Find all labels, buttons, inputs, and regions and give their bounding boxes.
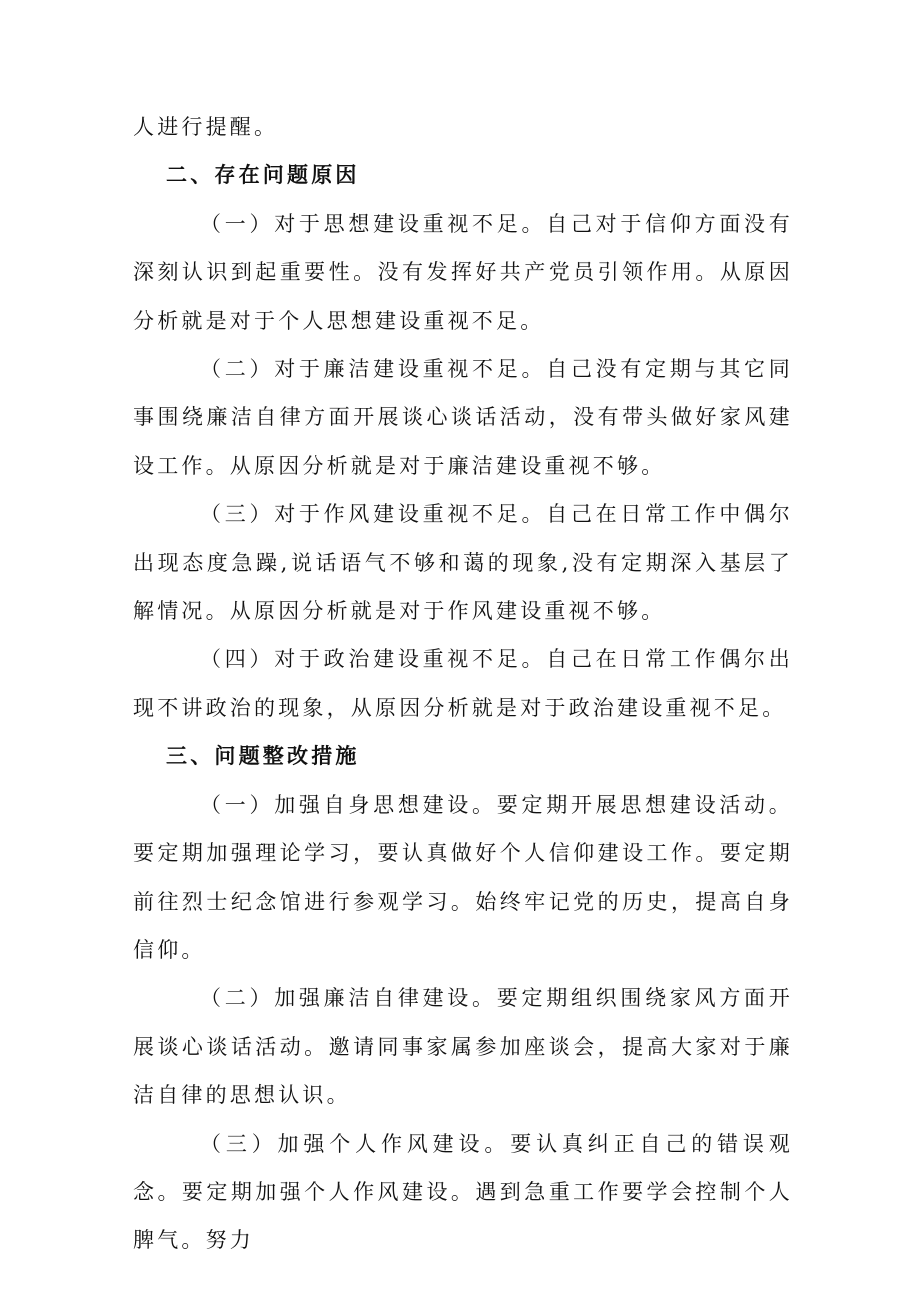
paragraph-measure-2: （二）加强廉洁自律建设。要定期组织围绕家风方面开展谈心谈话活动。邀请同事家属参加座谈会，提高大家对于廉洁自律的思想认识。 — [133, 986, 793, 1108]
paragraph-cause-2: （二）对于廉洁建设重视不足。自己没有定期与其它同事围绕廉洁自律方面开展谈心谈话活动，没有带头做好家风建设工作。从原因分析就是对于廉洁建设重视不够。 — [133, 357, 793, 478]
document-body — [133, 103, 793, 1265]
paragraph-measure-1: （一）加强自身思想建设。要定期开展思想建设活动。要定期加强理论学习，要认真做好个人信仰建设工作。要定期前往烈士纪念馆进行参观学习。始终牢记党的历史，提高自身信仰。 — [133, 792, 793, 962]
section-heading-causes: 二、存在问题原因 — [166, 163, 360, 188]
paragraph-measure-3: （三）加强个人作风建设。要认真纠正自己的错误观念。要定期加强个人作风建设。遇到急重工作要学会控制个人脾气。努力 — [133, 1131, 793, 1253]
paragraph-cause-3: （三）对于作风建设重视不足。自己在日常工作中偶尔出现态度急躁,说话语气不够和蔼的现象,没有定期深入基层了解情况。从原因分析就是对于作风建设重视不够。 — [133, 502, 793, 624]
paragraph-cause-1: （一）对于思想建设重视不足。自己对于信仰方面没有深刻认识到起重要性。没有发挥好共产党员引领作用。从原因分析就是对于个人思想建设重视不足。 — [133, 211, 793, 333]
section-heading-measures: 三、问题整改措施 — [166, 744, 360, 769]
paragraph-cause-4: （四）对于政治建设重视不足。自己在日常工作偶尔出现不讲政治的现象，从原因分析就是对于政治建设重视不足。 — [133, 647, 793, 720]
paragraph-continuation: 人进行提醒。 — [133, 115, 279, 139]
